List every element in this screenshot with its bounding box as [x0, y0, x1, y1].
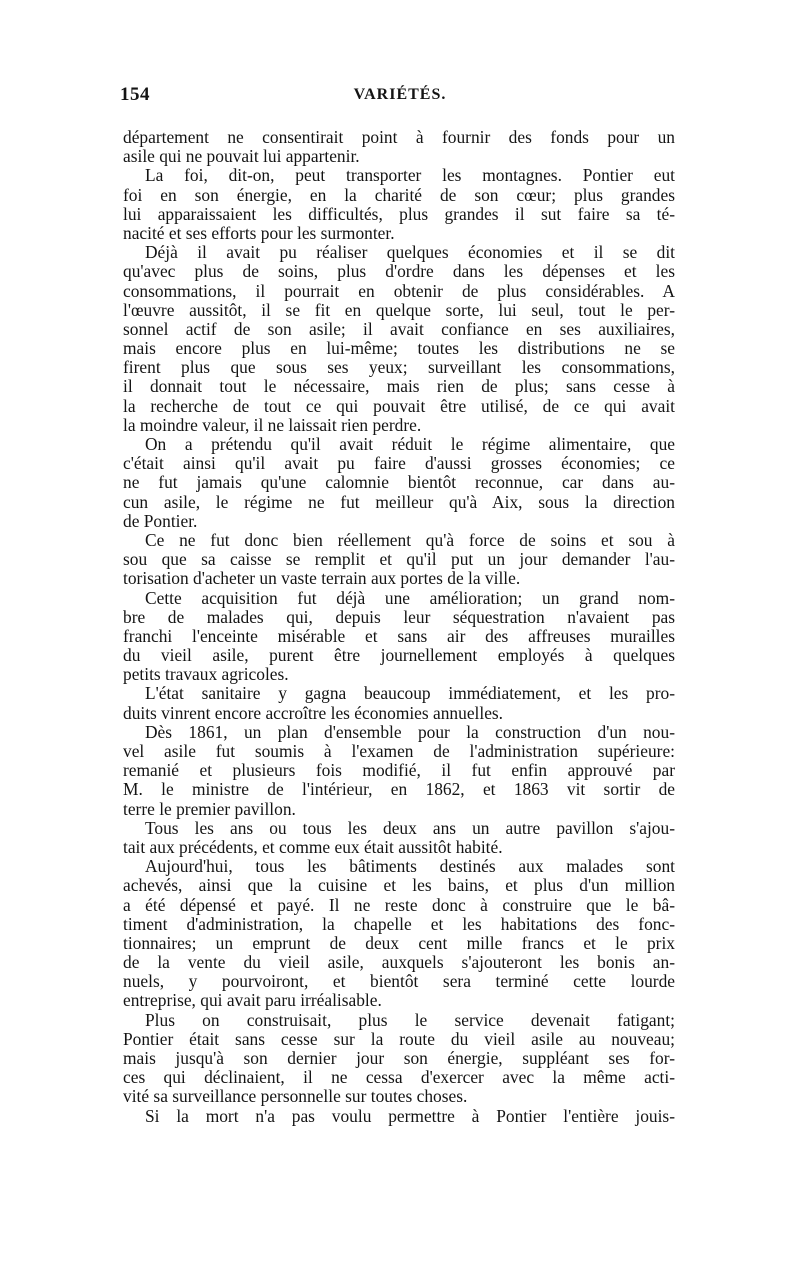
text-line: ne fut jamais qu'une calomnie bientôt reconnue, car dans au- — [123, 472, 675, 493]
text-line: achevés, ainsi que la cuisine et les bains, et plus d'un million — [123, 875, 675, 896]
text-line: la moindre valeur, il ne laissait rien perdre. — [123, 414, 422, 435]
text-line: l'œuvre aussitôt, il se fit en quelque sorte, lui seul, tout le per- — [123, 299, 675, 320]
text-line: On a prétendu qu'il avait réduit le régime alimentaire, que — [145, 434, 675, 454]
text-line: torisation d'acheter un vaste terrain aux portes de la ville. — [123, 568, 521, 589]
text-line: du vieil asile, purent être journellement employés à quelques — [123, 645, 675, 666]
page-header — [120, 84, 680, 112]
text-line: cun asile, le régime ne fut meilleur qu'à Aix, sous la direction — [123, 491, 675, 512]
page-number: 154 — [120, 84, 150, 105]
text-line: Ce ne fut donc bien réellement qu'à force de soins et sou à — [145, 529, 675, 550]
text-line: Plus on construisait, plus le service devenait fatigant; — [145, 1009, 675, 1030]
text-line: timent d'administration, la chapelle et les habitations des fonc- — [123, 913, 675, 934]
text-line: Dès 1861, un plan d'ensemble pour la construction d'un nou- — [145, 721, 675, 742]
text-line: nuels, y pourvoiront, et bientôt sera terminé cette lourde — [123, 971, 675, 992]
text-line: il donnait tout le nécessaire, mais rien de plus; sans cesse à — [123, 376, 675, 397]
text-line: lui apparaissaient les difficultés, plus grandes il sut faire sa té- — [123, 203, 675, 224]
text-line: mais encore plus en lui-même; toutes les distributions ne se — [123, 338, 675, 359]
text-line: c'était ainsi qu'il avait pu faire d'aussi grosses économies; ce — [123, 453, 675, 474]
text-line: de Pontier. — [123, 510, 198, 531]
text-line: Cette acquisition fut déjà une amélioration; un grand nom- — [145, 587, 675, 608]
text-line: petits travaux agricoles. — [123, 664, 289, 685]
body-text — [123, 128, 675, 1126]
text-line: foi en son énergie, en la charité de son cœur; plus grandes — [123, 184, 675, 205]
text-line: Tous les ans ou tous les deux ans un autre pavillon s'ajou- — [145, 817, 675, 838]
text-line: La foi, dit-on, peut transporter les montagnes. Pontier eut — [145, 165, 675, 186]
text-line: Aujourd'hui, tous les bâtiments destinés aux malades sont — [145, 856, 675, 877]
text-line: terre le premier pavillon. — [123, 798, 296, 819]
text-line: Déjà il avait pu réaliser quelques économies et il se dit — [145, 242, 675, 263]
text-line: qu'avec plus de soins, plus d'ordre dans les dépenses et les — [123, 261, 675, 282]
running-head: VARIÉTÉS. — [353, 86, 447, 103]
text-line: vel asile fut soumis à l'examen de l'administration supérieure: — [123, 741, 675, 761]
text-line: la recherche de tout ce qui pouvait être utilisé, de ce qui avait — [123, 395, 675, 416]
text-line: remanié et plusieurs fois modifié, il fut enfin approuvé par — [123, 760, 675, 781]
text-line: département ne consentirait point à fournir des fonds pour un — [123, 127, 675, 147]
text-line: de la vente du vieil asile, auxquels s'ajouteront les bonis an- — [123, 952, 675, 973]
text-line: a été dépensé et payé. Il ne reste donc à construire que le bâ- — [123, 894, 675, 915]
text-line: sou que sa caisse se remplit et qu'il put un jour demander l'au- — [123, 549, 675, 570]
text-line: tionnaires; un emprunt de deux cent mille francs et le prix — [123, 932, 675, 953]
text-line: M. le ministre de l'intérieur, en 1862, et 1863 vit sortir de — [123, 779, 675, 800]
text-line: entreprise, qui avait paru irréalisable. — [123, 990, 382, 1011]
text-line: mais jusqu'à son dernier jour son énergie, suppléant ses for- — [123, 1048, 675, 1068]
text-line: ces qui déclinaient, il ne cessa d'exercer avec la même acti- — [123, 1067, 675, 1088]
text-line: franchi l'enceinte misérable et sans air des affreuses murailles — [123, 625, 675, 646]
text-line: sonnel actif de son asile; il avait confiance en ses auxiliaires, — [123, 318, 675, 339]
text-line: Pontier était sans cesse sur la route du vieil asile au nouveau; — [123, 1028, 675, 1049]
text-line: Si la mort n'a pas voulu permettre à Pontier l'entière jouis- — [145, 1105, 675, 1126]
text-line: firent plus que sous ses yeux; surveillant les consommations, — [123, 357, 675, 378]
text-line: L'état sanitaire y gagna beaucoup immédiatement, et les pro- — [145, 683, 675, 704]
text-line: bre de malades qui, depuis leur séquestration n'avaient pas — [123, 606, 675, 627]
text-line: consommations, il pourrait en obtenir de plus considérables. A — [123, 280, 675, 301]
text-line: asile qui ne pouvait lui appartenir. — [123, 146, 360, 167]
text-line: vité sa surveillance personnelle sur toutes choses. — [123, 1086, 468, 1107]
text-line: duits vinrent encore accroître les économies annuelles. — [123, 702, 504, 723]
text-line: nacité et ses efforts pour les surmonter. — [123, 222, 395, 243]
text-line: tait aux précédents, et comme eux était aussitôt habité. — [123, 836, 503, 857]
